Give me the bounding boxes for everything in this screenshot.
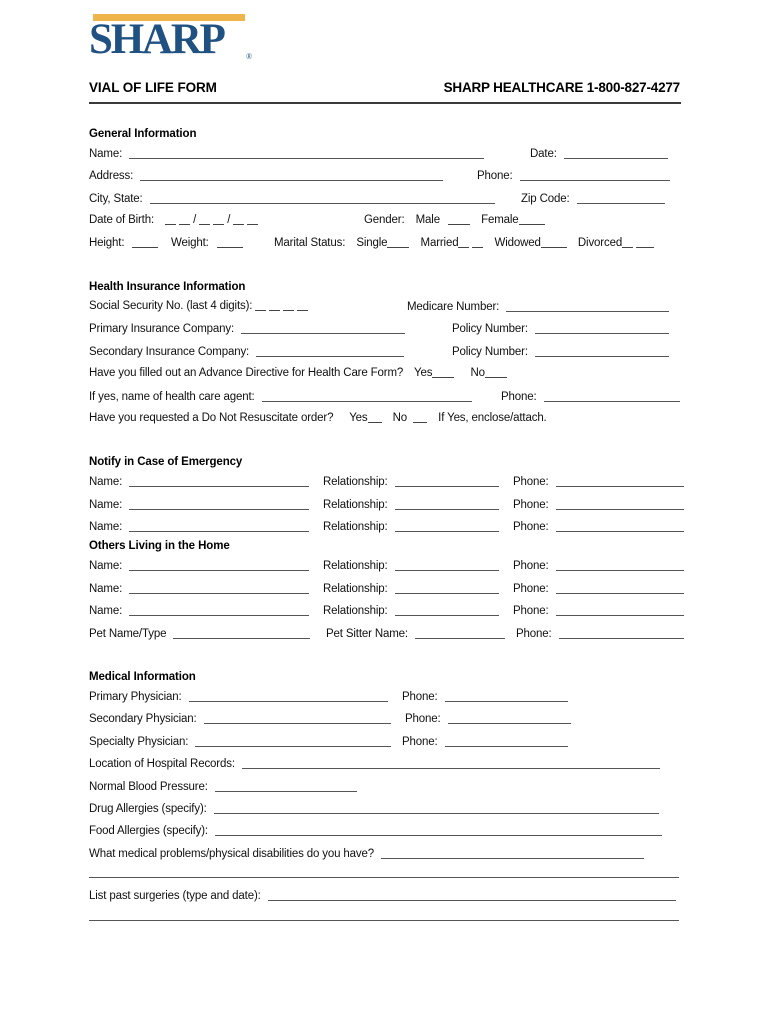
household-phone-input[interactable] — [556, 582, 684, 594]
married-label: Married — [420, 236, 459, 249]
date-of-birth-label: Date of Birth: — [89, 214, 155, 227]
section-title-general: General Information — [89, 128, 197, 140]
row-health-care-agent — [89, 388, 681, 410]
household-phone-label: Phone: — [513, 605, 549, 618]
row-dob-gender — [89, 212, 681, 234]
single-checkbox[interactable] — [387, 237, 409, 248]
male-label: Male — [415, 214, 440, 227]
emergency-phone-label: Phone: — [513, 476, 549, 489]
past-surgeries-continuation-line[interactable] — [89, 919, 679, 921]
date-label: Date: — [530, 148, 557, 160]
dob-day-2[interactable] — [213, 214, 224, 225]
name-label: Name: — [89, 148, 123, 160]
table-row — [89, 473, 681, 495]
table-row — [89, 518, 681, 540]
past-surgeries-input[interactable] — [268, 889, 676, 901]
ssn-label: Social Security No. (last 4 digits): — [89, 299, 253, 312]
emergency-name-label: Name: — [89, 498, 123, 511]
medical-problems-continuation-line[interactable] — [89, 876, 679, 878]
emergency-relationship-input[interactable] — [395, 498, 499, 510]
secondary-physician-phone-label: Phone: — [405, 713, 441, 726]
page-title: VIAL OF LIFE FORM — [89, 80, 217, 95]
emergency-name-label: Name: — [89, 521, 123, 534]
advance-directive-yes-checkbox[interactable] — [432, 367, 454, 378]
health-care-agent-phone-input[interactable] — [544, 390, 680, 402]
table-row — [89, 580, 681, 602]
hospital-records-label: Location of Hospital Records: — [89, 758, 235, 771]
logo-wordmark: SHARP — [89, 16, 224, 63]
weight-label: Weight: — [171, 236, 209, 249]
section-title-household: Others Living in the Home — [89, 540, 230, 553]
weight-input[interactable] — [217, 237, 243, 248]
advance-directive-no-label: No — [470, 367, 485, 380]
dob-day-1[interactable] — [199, 214, 210, 225]
section-title-emergency: Notify in Case of Emergency — [89, 456, 243, 469]
household-relationship-input[interactable] — [395, 604, 499, 616]
dob-month-1[interactable] — [165, 214, 176, 225]
section-title-medical: Medical Information — [89, 671, 196, 684]
medicare-number-input[interactable] — [506, 300, 669, 312]
emergency-relationship-input[interactable] — [395, 475, 499, 487]
primary-policy-input[interactable] — [535, 322, 669, 334]
female-checkbox[interactable] — [519, 214, 545, 225]
emergency-name-input[interactable] — [129, 498, 309, 510]
past-surgeries-label: List past surgeries (type and date): — [89, 890, 261, 903]
ssn-digit-3[interactable] — [283, 300, 294, 311]
row-specialty-physician — [89, 733, 681, 755]
row-blood-pressure — [89, 778, 681, 800]
row-city-zip — [89, 190, 681, 212]
row-address-phone — [89, 167, 681, 189]
secondary-physician-phone-input[interactable] — [448, 712, 571, 724]
phone-input[interactable] — [520, 169, 670, 181]
emergency-name-input[interactable] — [129, 520, 309, 532]
advance-directive-no-checkbox[interactable] — [485, 367, 507, 378]
row-primary-physician — [89, 688, 681, 710]
household-name-input[interactable] — [129, 582, 309, 594]
secondary-physician-input[interactable] — [204, 712, 391, 724]
blood-pressure-input[interactable] — [215, 780, 357, 792]
pet-sitter-name-label: Pet Sitter Name: — [326, 627, 408, 640]
household-relationship-input[interactable] — [395, 559, 499, 571]
row-primary-insurance — [89, 320, 681, 342]
emergency-name-input[interactable] — [129, 475, 309, 487]
dnr-no-label: No — [392, 411, 408, 424]
emergency-phone-input[interactable] — [556, 520, 684, 532]
emergency-phone-input[interactable] — [556, 498, 684, 510]
divorced-checkbox-a[interactable] — [622, 237, 633, 248]
city-state-input[interactable] — [150, 192, 495, 204]
height-input[interactable] — [132, 237, 158, 248]
dob-separator-1: / — [193, 214, 197, 227]
household-name-label: Name: — [89, 560, 123, 573]
widowed-checkbox[interactable] — [541, 237, 567, 248]
blood-pressure-label: Normal Blood Pressure: — [89, 780, 208, 793]
health-care-agent-label: If yes, name of health care agent: — [89, 390, 255, 403]
dnr-note: If Yes, enclose/attach. — [438, 411, 547, 424]
dob-separator-2: / — [227, 214, 231, 227]
name-input[interactable] — [129, 147, 484, 159]
advance-directive-question: Have you filled out an Advance Directive for Health Care Form? — [89, 367, 404, 380]
pet-phone-input[interactable] — [559, 627, 684, 639]
specialty-physician-phone-input[interactable] — [445, 735, 568, 747]
primary-physician-input[interactable] — [189, 690, 388, 702]
specialty-physician-label: Specialty Physician: — [89, 735, 189, 748]
emergency-relationship-label: Relationship: — [323, 521, 388, 534]
household-name-label: Name: — [89, 605, 123, 618]
specialty-physician-phone-label: Phone: — [402, 735, 438, 748]
secondary-insurance-input[interactable] — [256, 345, 404, 357]
sharp-logo — [89, 0, 681, 76]
ssn-digit-2[interactable] — [269, 300, 280, 311]
section-household — [89, 540, 681, 647]
household-phone-label: Phone: — [513, 560, 549, 573]
household-relationship-input[interactable] — [395, 582, 499, 594]
height-label: Height: — [89, 236, 125, 249]
row-pet-info — [89, 625, 681, 647]
dob-year-1[interactable] — [233, 214, 244, 225]
pet-sitter-name-input[interactable] — [415, 627, 505, 639]
household-phone-input[interactable] — [556, 559, 684, 571]
registered-trademark-icon: ® — [246, 52, 253, 61]
row-height-weight-marital — [89, 235, 681, 257]
primary-physician-phone-label: Phone: — [402, 691, 438, 704]
primary-policy-label: Policy Number: — [452, 323, 528, 336]
row-name-date — [89, 145, 681, 167]
row-secondary-insurance — [89, 343, 681, 365]
drug-allergies-input[interactable] — [214, 802, 659, 814]
household-relationship-label: Relationship: — [323, 560, 388, 573]
secondary-policy-input[interactable] — [535, 345, 669, 357]
ssn-digit-4[interactable] — [297, 300, 308, 311]
row-food-allergies — [89, 822, 681, 844]
table-row — [89, 496, 681, 518]
health-care-agent-input[interactable] — [262, 390, 472, 402]
date-input[interactable] — [564, 147, 668, 159]
specialty-physician-input[interactable] — [195, 735, 391, 747]
dob-year-2[interactable] — [247, 214, 258, 225]
drug-allergies-label: Drug Allergies (specify): — [89, 802, 207, 815]
section-title-insurance: Health Insurance Information — [89, 280, 246, 293]
health-care-agent-phone-label: Phone: — [501, 390, 537, 403]
male-checkbox[interactable] — [448, 214, 470, 225]
section-emergency-contacts — [89, 456, 681, 540]
widowed-label: Widowed — [494, 236, 541, 249]
dnr-yes-checkbox[interactable] — [368, 412, 382, 423]
household-relationship-label: Relationship: — [323, 582, 388, 595]
dnr-question: Have you requested a Do Not Resuscitate order? — [89, 411, 334, 424]
medicare-number-label: Medicare Number: — [407, 300, 500, 313]
household-phone-label: Phone: — [513, 582, 549, 595]
pet-name-type-input[interactable] — [173, 627, 310, 639]
dnr-no-checkbox[interactable] — [413, 412, 427, 423]
pet-phone-label: Phone: — [516, 627, 552, 640]
emergency-relationship-label: Relationship: — [323, 476, 388, 489]
dob-month-2[interactable] — [179, 214, 190, 225]
address-label: Address: — [89, 170, 134, 183]
married-checkbox-a[interactable] — [458, 237, 469, 248]
emergency-phone-label: Phone: — [513, 498, 549, 511]
zip-code-input[interactable] — [577, 192, 665, 204]
marital-status-label: Marital Status: — [274, 236, 346, 249]
pet-name-type-label: Pet Name/Type — [89, 627, 167, 640]
medical-problems-input[interactable] — [381, 847, 644, 859]
phone-label: Phone: — [477, 170, 513, 183]
row-hospital-records — [89, 755, 681, 777]
row-dnr — [89, 410, 681, 432]
primary-insurance-input[interactable] — [241, 322, 405, 334]
household-relationship-label: Relationship: — [323, 605, 388, 618]
row-medical-problems — [89, 845, 681, 867]
gender-label: Gender: — [364, 214, 405, 227]
primary-insurance-label: Primary Insurance Company: — [89, 323, 235, 336]
org-contact: SHARP HEALTHCARE 1-800-827-4277 — [443, 80, 680, 95]
emergency-relationship-label: Relationship: — [323, 498, 388, 511]
zip-code-label: Zip Code: — [521, 192, 570, 205]
table-row — [89, 557, 681, 579]
secondary-policy-label: Policy Number: — [452, 345, 528, 358]
divorced-label: Divorced — [577, 236, 623, 249]
advance-directive-yes-label: Yes — [414, 367, 433, 380]
emergency-name-label: Name: — [89, 476, 123, 489]
dnr-yes-label: Yes — [349, 411, 368, 424]
emergency-relationship-input[interactable] — [395, 520, 499, 532]
row-secondary-physician — [89, 710, 681, 732]
primary-physician-label: Primary Physician: — [89, 691, 182, 704]
hospital-records-input[interactable] — [242, 757, 660, 769]
household-phone-input[interactable] — [556, 604, 684, 616]
emergency-phone-input[interactable] — [556, 475, 684, 487]
section-medical-information — [89, 671, 681, 921]
row-past-surgeries — [89, 887, 681, 909]
household-name-label: Name: — [89, 582, 123, 595]
emergency-phone-label: Phone: — [513, 521, 549, 534]
row-advance-directive — [89, 365, 681, 387]
ssn-digit-1[interactable] — [255, 300, 266, 311]
medical-problems-label: What medical problems/physical disabilities do you have? — [89, 847, 374, 860]
page-content — [89, 0, 681, 923]
form-header — [89, 80, 681, 100]
household-name-input[interactable] — [129, 604, 309, 616]
table-row — [89, 602, 681, 624]
row-ssn-medicare — [89, 298, 681, 320]
city-state-label: City, State: — [89, 192, 143, 205]
section-health-insurance — [89, 281, 681, 432]
food-allergies-input[interactable] — [215, 824, 662, 836]
food-allergies-label: Food Allergies (specify): — [89, 825, 208, 838]
secondary-insurance-label: Secondary Insurance Company: — [89, 345, 250, 358]
household-name-input[interactable] — [129, 559, 309, 571]
primary-physician-phone-input[interactable] — [445, 690, 568, 702]
secondary-physician-label: Secondary Physician: — [89, 713, 197, 726]
row-drug-allergies — [89, 800, 681, 822]
female-label: Female — [481, 214, 519, 227]
address-input[interactable] — [140, 169, 443, 181]
divorced-checkbox-b[interactable] — [636, 237, 654, 248]
section-general-information — [89, 128, 681, 257]
single-label: Single — [356, 236, 388, 249]
married-checkbox-b[interactable] — [472, 237, 483, 248]
